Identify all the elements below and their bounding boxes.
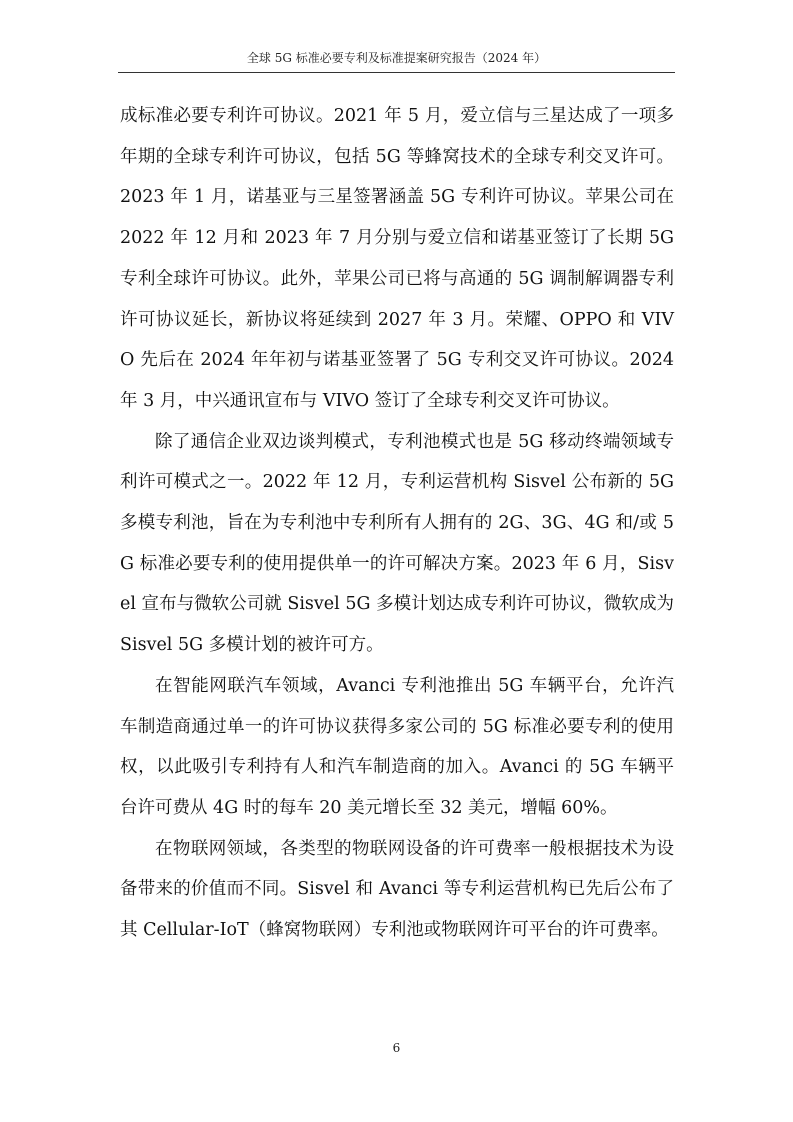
paragraph-iot: 在物联网领域，各类型的物联网设备的许可费率一般根据技术为设备带来的价值而不同。Sisvel 和 Avanci 等专利运营机构已先后公布了其 Cellular-IoT（蜂窝物联网）专利池或物联网许可平台的许可费率。 (120, 838, 674, 941)
paragraph-connected-vehicles: 在智能网联汽车领域，Avanci 专利池推出 5G 车辆平台，允许汽车制造商通过单一的许可协议获得多家公司的 5G 标准必要专利的使用权，以此吸引专利持有人和汽车制造商的加入。Avanci 的 5G 车辆平台许可费从 4G 时的每车 20 美元增长至 32 美元，增幅 60%。 (120, 675, 674, 818)
page-number: 6 (392, 1041, 401, 1055)
running-header: 全球 5G 标准必要专利及标准提案研究报告（2024 年） (246, 51, 547, 65)
body-text (120, 96, 674, 951)
paragraph-patent-pool-model: 除了通信企业双边谈判模式，专利池模式也是 5G 移动终端领域专利许可模式之一。2022 年 12 月，专利运营机构 Sisvel 公布新的 5G 多模专利池，旨在为专利池中专利所有人拥有的 2G、3G、4G 和/或 5G 标准必要专利的使用提供单一的许可解决方案。2023 年 6 月，Sisvel 宣布与微软公司就 Sisvel 5G 多模计划达成专利许可协议，微软成为 Sisvel 5G 多模计划的被许可方。 (120, 431, 674, 656)
header-divider (118, 72, 675, 73)
paragraph-patent-license-agreements: 成标准必要专利许可协议。2021 年 5 月，爱立信与三星达成了一项多年期的全球专利许可协议，包括 5G 等蜂窝技术的全球专利交叉许可。2023 年 1 月，诺基亚与三星签署涵盖 5G 专利许可协议。苹果公司在 2022 年 12 月和 2023 年 7 月分别与爱立信和诺基亚签订了长期 5G 专利全球许可协议。此外，苹果公司已将与高通的 5G 调制解调器专利许可协议延长，新协议将延续到 2027 年 3 月。荣耀、OPPO 和 VIVO 先后在 2024 年年初与诺基亚签署了 5G 专利交叉许可协议。2024 年 3 月，中兴通讯宣布与 VIVO 签订了全球专利交叉许可协议。 (120, 106, 674, 411)
